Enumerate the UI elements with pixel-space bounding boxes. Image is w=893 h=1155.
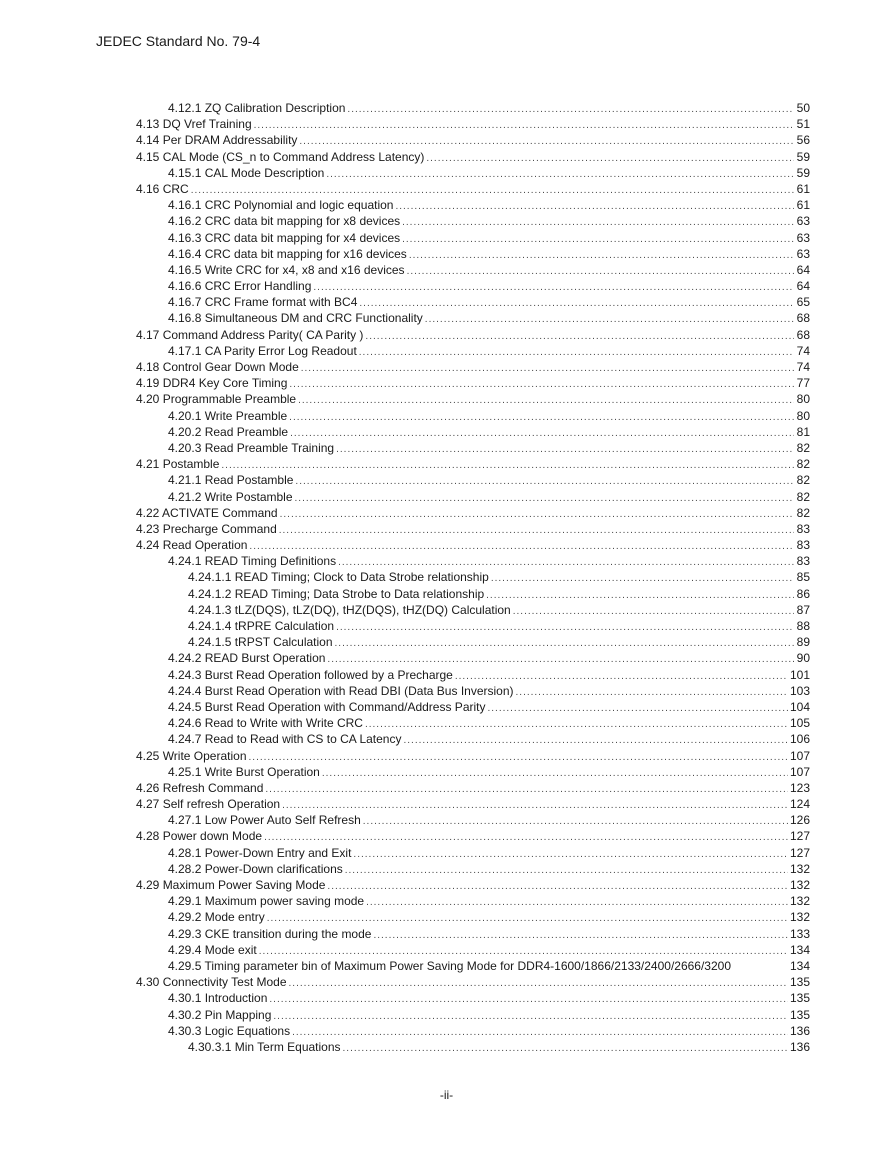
toc-entry[interactable]	[136, 408, 810, 424]
toc-entry[interactable]	[136, 796, 810, 812]
toc-entry[interactable]	[136, 505, 810, 521]
toc-entry-title: 4.25.1 Write Burst Operation	[168, 764, 320, 779]
toc-entry[interactable]	[136, 424, 810, 440]
toc-leader-dots	[249, 750, 788, 766]
toc-entry-title: 4.21.2 Write Postamble	[168, 489, 293, 504]
toc-leader-dots	[289, 377, 794, 393]
toc-entry-page: 64	[796, 262, 810, 277]
toc-leader-dots	[298, 393, 794, 409]
toc-leader-dots	[409, 248, 794, 264]
toc-entry[interactable]	[136, 828, 810, 844]
toc-leader-dots	[365, 717, 788, 733]
toc-entry-title: 4.16.7 CRC Frame format with BC4	[168, 295, 358, 310]
toc-entry-title: 4.17.1 CA Parity Error Log Readout	[168, 343, 357, 358]
toc-entry-title: 4.24.2 READ Burst Operation	[168, 651, 326, 666]
toc-leader-dots	[335, 636, 794, 652]
toc-leader-dots	[516, 685, 788, 701]
toc-entry-page: 68	[796, 327, 810, 342]
toc-entry-title: 4.30.1 Introduction	[168, 991, 268, 1006]
toc-entry-page: 82	[796, 489, 810, 504]
toc-entry-title: 4.28.1 Power-Down Entry and Exit	[168, 845, 352, 860]
toc-entry-page: 61	[796, 181, 810, 196]
toc-entry[interactable]	[136, 715, 810, 731]
toc-entry-title: 4.24.1 READ Timing Definitions	[168, 554, 337, 569]
toc-entry-page: 105	[789, 716, 810, 731]
toc-entry[interactable]	[136, 683, 810, 699]
toc-leader-dots	[313, 280, 794, 296]
toc-entry[interactable]	[136, 634, 810, 650]
toc-entry[interactable]	[136, 1007, 810, 1023]
toc-entry-page: 86	[796, 586, 810, 601]
toc-entry[interactable]	[136, 359, 810, 375]
toc-leader-dots	[373, 928, 788, 944]
toc-entry[interactable]	[136, 958, 810, 974]
toc-entry-page: 59	[796, 149, 810, 164]
toc-entry[interactable]	[136, 327, 810, 343]
toc-entry[interactable]	[136, 667, 810, 683]
toc-entry-page: 56	[796, 133, 810, 148]
toc-entry[interactable]	[136, 100, 810, 116]
toc-entry[interactable]	[136, 1023, 810, 1039]
toc-entry-page: 82	[796, 457, 810, 472]
toc-entry-page: 127	[789, 829, 810, 844]
toc-entry[interactable]	[136, 926, 810, 942]
toc-entry-page: 132	[789, 878, 810, 892]
toc-entry-title: 4.17 Command Address Parity( CA Parity )	[136, 327, 364, 342]
toc-entry-title: 4.16.6 CRC Error Handling	[168, 279, 312, 294]
toc-entry[interactable]	[136, 456, 810, 472]
toc-entry-page: 132	[789, 910, 810, 925]
toc-entry-page: 89	[796, 635, 810, 650]
toc-leader-dots	[295, 474, 794, 490]
toc-leader-dots	[425, 312, 794, 328]
toc-entry-page: 77	[796, 376, 810, 391]
toc-entry-title: 4.18 Control Gear Down Mode	[136, 360, 299, 374]
toc-entry-page: 82	[796, 473, 810, 488]
toc-entry[interactable]	[136, 569, 810, 585]
toc-leader-dots	[273, 1009, 788, 1025]
toc-entry[interactable]	[136, 845, 810, 861]
toc-leader-dots	[254, 118, 794, 134]
toc-entry-title: 4.16.8 Simultaneous DM and CRC Functionality	[168, 311, 423, 326]
toc-leader-dots	[295, 491, 794, 507]
toc-entry-title: 4.20.1 Write Preamble	[168, 408, 288, 423]
toc-leader-dots	[336, 442, 794, 458]
toc-entry-page: 135	[789, 991, 810, 1006]
toc-entry[interactable]	[136, 699, 810, 715]
toc-leader-dots	[336, 620, 794, 636]
toc-leader-dots	[395, 199, 794, 215]
toc-entry-page: 104	[789, 699, 810, 714]
toc-entry-title: 4.24.1.5 tRPST Calculation	[188, 635, 333, 650]
toc-entry-page: 51	[796, 117, 810, 132]
toc-entry[interactable]	[136, 132, 810, 148]
toc-entry-title: 4.28.2 Power-Down clarifications	[168, 861, 343, 876]
toc-entry-title: 4.16.3 CRC data bit mapping for x4 devices	[168, 230, 401, 245]
toc-entry-title: 4.24.4 Burst Read Operation with Read DBI (Data Bus Inversion)	[168, 683, 514, 698]
toc-entry[interactable]	[136, 861, 810, 877]
toc-leader-dots	[487, 701, 787, 717]
toc-entry-title: 4.24.1.4 tRPRE Calculation	[188, 619, 335, 633]
toc-entry[interactable]	[136, 877, 810, 893]
toc-leader-dots	[486, 588, 794, 604]
toc-entry-title: 4.24.6 Read to Write with Write CRC	[168, 716, 363, 731]
toc-entry[interactable]	[136, 343, 810, 359]
toc-entry[interactable]	[136, 472, 810, 488]
toc-leader-dots	[359, 296, 794, 312]
toc-entry[interactable]	[136, 618, 810, 634]
toc-entry-page: 101	[789, 667, 810, 682]
toc-entry-page: 136	[789, 1039, 810, 1054]
toc-entry-page: 136	[789, 1023, 810, 1038]
toc-entry-page: 50	[796, 101, 810, 115]
toc-entry-page: 83	[796, 554, 810, 569]
toc-entry-page: 106	[789, 732, 810, 747]
toc-entry-title: 4.29.5 Timing parameter bin of Maximum Power Saving Mode for DDR4-1600/1866/2133/2400/2666/3200	[168, 958, 731, 973]
toc-entry-page: 63	[796, 214, 810, 229]
toc-leader-dots	[301, 361, 794, 377]
toc-entry-page: 132	[789, 861, 810, 876]
toc-entry-page: 103	[789, 683, 810, 698]
toc-entry[interactable]	[136, 440, 810, 456]
toc-leader-dots	[322, 766, 788, 782]
toc-leader-dots	[327, 879, 788, 895]
toc-entry[interactable]	[136, 974, 810, 990]
toc-leader-dots	[289, 410, 794, 426]
toc-leader-dots	[269, 992, 788, 1008]
toc-entry[interactable]	[136, 602, 810, 618]
toc-entry[interactable]	[136, 731, 810, 747]
toc-entry-page: 90	[796, 651, 810, 666]
toc-entry[interactable]	[136, 149, 810, 165]
toc-leader-dots	[343, 1041, 788, 1057]
toc-entry-page: 82	[796, 440, 810, 455]
toc-entry-page: 134	[789, 942, 810, 957]
toc-leader-dots	[279, 523, 794, 539]
toc-entry-title: 4.20.2 Read Preamble	[168, 424, 289, 439]
toc-leader-dots	[402, 215, 794, 231]
toc-entry-title: 4.30.3 Logic Equations	[168, 1023, 291, 1038]
toc-leader-dots	[363, 814, 788, 830]
toc-leader-dots	[402, 232, 794, 248]
toc-entry-page: 59	[796, 165, 810, 180]
toc-entry-page: 124	[789, 797, 810, 812]
toc-entry[interactable]	[136, 213, 810, 229]
toc-entry-title: 4.30.3.1 Min Term Equations	[188, 1039, 341, 1054]
toc-entry-page: 80	[796, 408, 810, 423]
toc-entry-page: 65	[796, 295, 810, 310]
page-number: -ii-	[439, 1088, 454, 1102]
toc-entry-title: 4.15.1 CAL Mode Description	[168, 165, 325, 180]
toc-entry[interactable]	[136, 165, 810, 181]
toc-entry-page: 61	[796, 198, 810, 213]
toc-entry[interactable]	[136, 310, 810, 326]
toc-entry-page: 134	[789, 958, 810, 973]
toc-entry-page: 83	[796, 521, 810, 536]
toc-entry[interactable]	[136, 780, 810, 796]
toc-entry-page: 87	[796, 602, 810, 617]
toc-entry[interactable]	[136, 489, 810, 505]
toc-entry-page: 80	[796, 392, 810, 407]
toc-entry-title: 4.19 DDR4 Key Core Timing	[136, 376, 288, 391]
toc-entry[interactable]	[136, 246, 810, 262]
toc-entry-page: 127	[789, 845, 810, 860]
toc-entry-title: 4.16.4 CRC data bit mapping for x16 devices	[168, 246, 407, 261]
toc-entry-title: 4.16 CRC	[136, 181, 189, 196]
toc-entry[interactable]	[136, 893, 810, 909]
toc-leader-dots	[347, 102, 794, 118]
toc-entry[interactable]	[136, 278, 810, 294]
toc-entry-page: 81	[796, 424, 810, 439]
toc-entry-page: 107	[789, 764, 810, 779]
toc-leader-dots	[290, 426, 794, 442]
toc-leader-dots	[491, 571, 794, 587]
toc-leader-dots	[407, 264, 794, 280]
toc-entry-title: 4.13 DQ Vref Training	[136, 117, 252, 132]
toc-entry[interactable]	[136, 262, 810, 278]
toc-entry-title: 4.29.1 Maximum power saving mode	[168, 894, 365, 909]
toc-entry-title: 4.24.1.1 READ Timing; Clock to Data Strobe relationship	[188, 570, 489, 585]
toc-entry[interactable]	[136, 748, 810, 764]
toc-leader-dots	[366, 895, 788, 911]
toc-entry-page: 63	[796, 230, 810, 245]
toc-entry-page: 63	[796, 246, 810, 261]
toc-leader-dots	[292, 1025, 788, 1041]
toc-entry-page: 64	[796, 279, 810, 294]
toc-entry-page: 135	[789, 975, 810, 990]
toc-entry-page: 88	[796, 619, 810, 633]
toc-entry-title: 4.27 Self refresh Operation	[136, 797, 281, 812]
toc-leader-dots	[280, 507, 794, 523]
toc-leader-dots	[345, 863, 788, 879]
toc-entry-page: 126	[789, 813, 810, 828]
toc-entry-title: 4.24.1.3 tLZ(DQS), tLZ(DQ), tHZ(DQS), tHZ(DQ) Calculation	[188, 602, 511, 617]
toc-entry[interactable]	[136, 521, 810, 537]
toc-leader-dots	[353, 847, 788, 863]
toc-entry-page: 83	[796, 538, 810, 553]
toc-entry-title: 4.16.1 CRC Polynomial and logic equation	[168, 198, 394, 213]
toc-entry-title: 4.22 ACTIVATE Command	[136, 505, 278, 520]
toc-entry[interactable]	[136, 650, 810, 666]
toc-entry-page: 107	[789, 748, 810, 763]
toc-entry-title: 4.21 Postamble	[136, 457, 220, 472]
toc-entry-page: 85	[796, 570, 810, 585]
toc-leader-dots	[289, 976, 788, 992]
document-header: JEDEC Standard No. 79-4	[96, 33, 261, 49]
toc-entry-page: 132	[789, 894, 810, 909]
toc-entry[interactable]	[136, 181, 810, 197]
toc-entry[interactable]	[136, 294, 810, 310]
toc-entry[interactable]	[136, 116, 810, 132]
toc-entry-title: 4.29.3 CKE transition during the mode	[168, 926, 372, 941]
toc-entry[interactable]	[136, 197, 810, 213]
toc-entry-title: 4.29.4 Mode exit	[168, 942, 257, 957]
toc-entry-title: 4.30.2 Pin Mapping	[168, 1007, 272, 1022]
toc-entry-page: 82	[796, 505, 810, 520]
table-of-contents	[136, 100, 810, 1055]
toc-entry-title: 4.16.5 Write CRC for x4, x8 and x16 devices	[168, 262, 405, 277]
toc-entry-title: 4.20 Programmable Preamble	[136, 392, 297, 407]
toc-entry[interactable]	[136, 990, 810, 1006]
toc-entry-page: 74	[796, 360, 810, 374]
toc-entry-title: 4.21.1 Read Postamble	[168, 473, 294, 488]
toc-entry-page: 135	[789, 1007, 810, 1022]
toc-entry-title: 4.28 Power down Mode	[136, 829, 263, 844]
toc-entry-title: 4.14 Per DRAM Addressability	[136, 133, 298, 148]
toc-entry[interactable]	[136, 942, 810, 958]
toc-entry-title: 4.30 Connectivity Test Mode	[136, 975, 287, 990]
toc-leader-dots	[359, 345, 794, 361]
toc-entry-title: 4.23 Precharge Command	[136, 521, 277, 536]
toc-entry[interactable]	[136, 909, 810, 925]
toc-entry-title: 4.29.2 Mode entry	[168, 910, 265, 925]
toc-entry-title: 4.24.7 Read to Read with CS to CA Latency	[168, 732, 402, 747]
toc-entry-title: 4.24 Read Operation	[136, 538, 248, 553]
toc-entry[interactable]	[136, 537, 810, 553]
toc-entry-title: 4.24.5 Burst Read Operation with Command/Address Parity	[168, 699, 486, 714]
toc-entry[interactable]	[136, 375, 810, 391]
toc-entry[interactable]	[136, 553, 810, 569]
toc-entry-page: 74	[796, 343, 810, 358]
toc-entry-title: 4.24.3 Burst Read Operation followed by a Precharge	[168, 667, 453, 682]
toc-entry-title: 4.25 Write Operation	[136, 748, 247, 763]
toc-entry-title: 4.12.1 ZQ Calibration Description	[168, 101, 346, 115]
toc-entry-title: 4.15 CAL Mode (CS_n to Command Address Latency)	[136, 149, 425, 164]
toc-entry[interactable]	[136, 764, 810, 780]
toc-leader-dots	[513, 604, 794, 620]
toc-entry[interactable]	[136, 391, 810, 407]
toc-entry-title: 4.29 Maximum Power Saving Mode	[136, 878, 326, 892]
toc-entry-page: 133	[789, 926, 810, 941]
toc-entry[interactable]	[136, 586, 810, 602]
toc-entry-title: 4.16.2 CRC data bit mapping for x8 devices	[168, 214, 401, 229]
toc-entry-title: 4.24.1.2 READ Timing; Data Strobe to Data relationship	[188, 586, 485, 601]
toc-leader-dots	[221, 458, 794, 474]
toc-entry[interactable]	[136, 1039, 810, 1055]
toc-leader-dots	[403, 733, 787, 749]
toc-entry[interactable]	[136, 812, 810, 828]
toc-entry-title: 4.26 Refresh Command	[136, 780, 264, 795]
toc-entry[interactable]	[136, 230, 810, 246]
toc-leader-dots	[365, 329, 794, 345]
toc-leader-dots	[265, 782, 788, 798]
toc-entry-title: 4.20.3 Read Preamble Training	[168, 440, 335, 455]
toc-entry-page: 68	[796, 311, 810, 326]
toc-entry-title: 4.27.1 Low Power Auto Self Refresh	[168, 813, 361, 828]
toc-entry-page: 123	[789, 780, 810, 795]
toc-leader-dots	[426, 151, 794, 167]
toc-leader-dots	[326, 167, 794, 183]
